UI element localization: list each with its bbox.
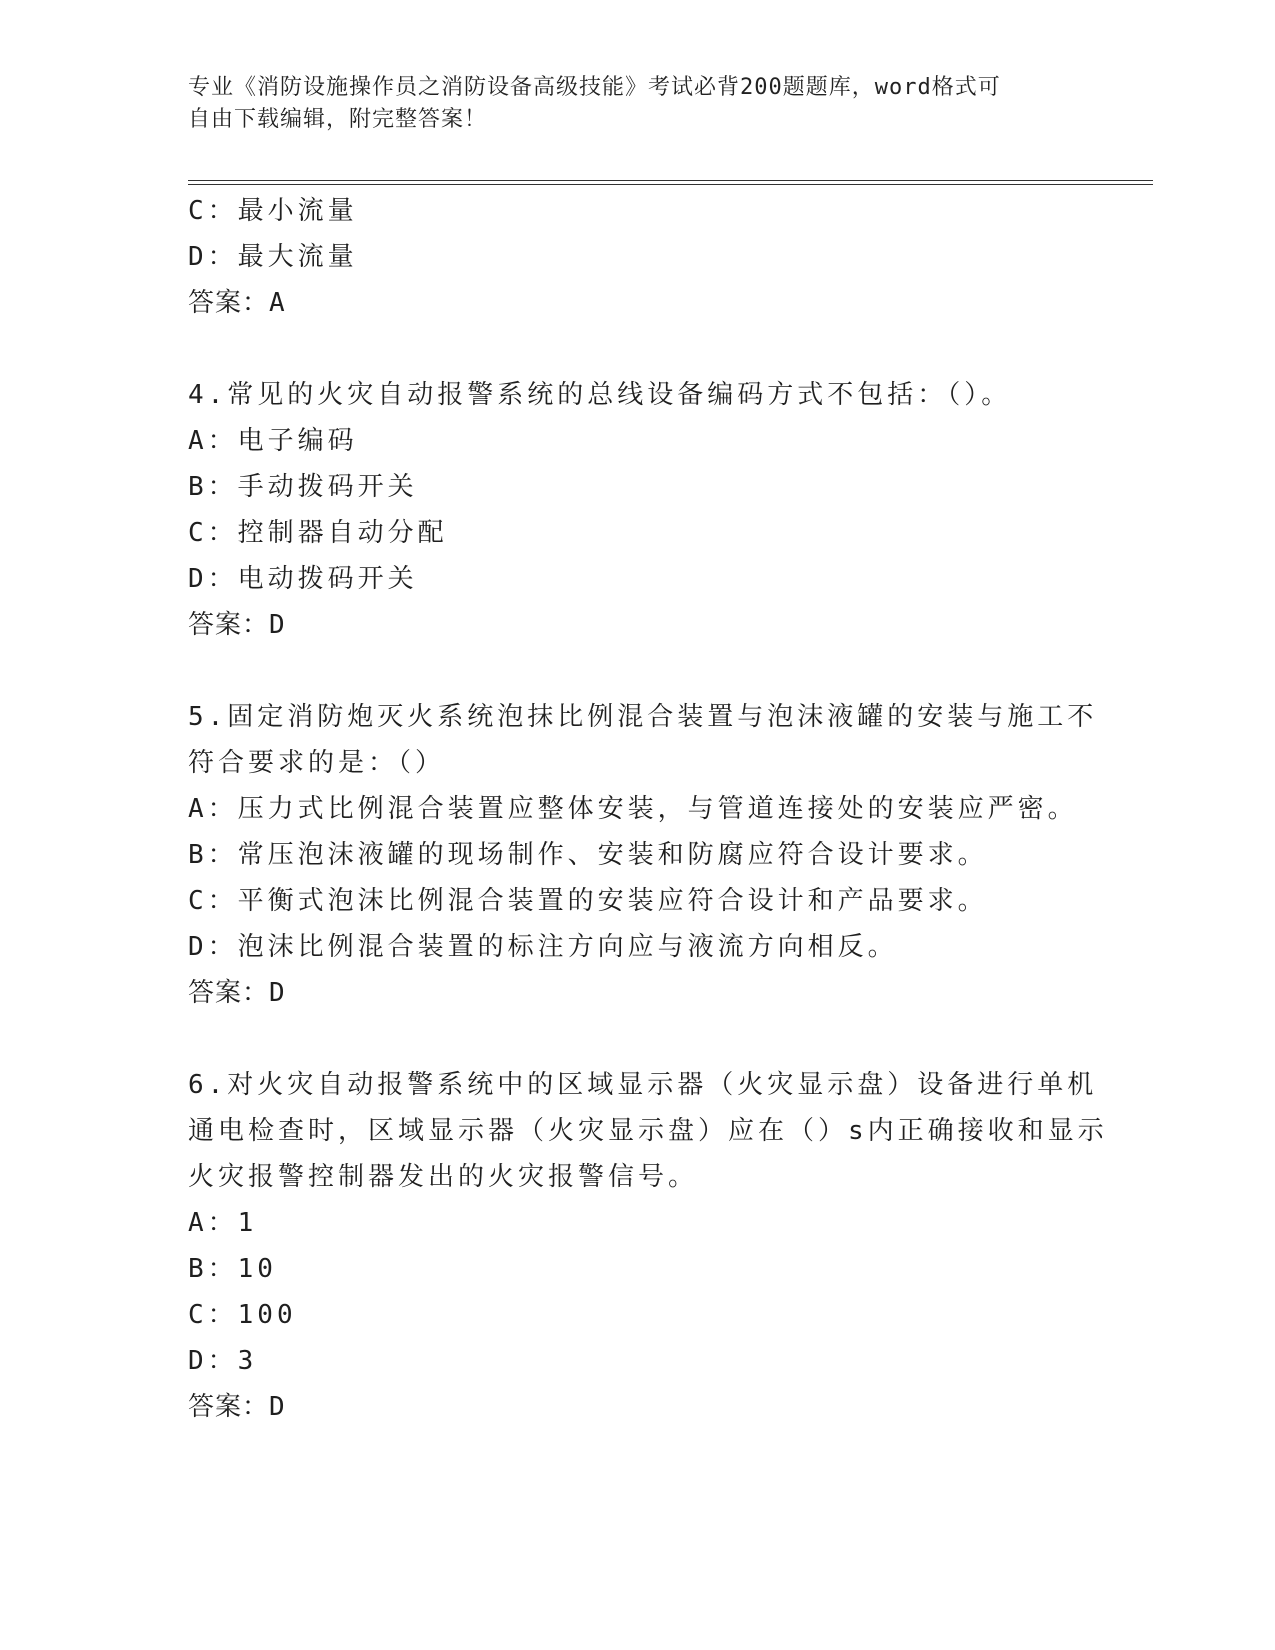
question-6 — [188, 1062, 1168, 1430]
header-divider-top — [188, 180, 1153, 181]
option-b: B：10 — [188, 1254, 277, 1284]
answer: 答案：D — [188, 610, 286, 640]
spacer — [188, 1016, 1168, 1062]
question-stem-line-1: 5.固定消防炮灭火系统泡抹比例混合装置与泡沫液罐的安装与施工不 — [188, 702, 1098, 732]
document-header — [188, 72, 1088, 136]
answer: 答案：D — [188, 978, 286, 1008]
question-stem-line-1: 6.对火灾自动报警系统中的区域显示器（火灾显示盘）设备进行单机 — [188, 1070, 1098, 1100]
option-c: C：控制器自动分配 — [188, 518, 448, 548]
option-c: C：平衡式泡沫比例混合装置的安装应符合设计和产品要求。 — [188, 886, 988, 916]
question-5 — [188, 694, 1168, 1016]
option-c: C：100 — [188, 1300, 297, 1330]
answer: 答案：A — [188, 288, 286, 318]
question-stem-line-2: 符合要求的是：（） — [188, 748, 446, 778]
answer: 答案：D — [188, 1392, 286, 1422]
header-title-line-2: 自由下载编辑，附完整答案！ — [188, 107, 488, 132]
option-d: D：电动拨码开关 — [188, 564, 418, 594]
question-stem-line-2: 通电检查时，区域显示器（火灾显示盘）应在（）s内正确接收和显示 — [188, 1116, 1108, 1146]
question-list — [188, 188, 1168, 1430]
option-b: B：手动拨码开关 — [188, 472, 418, 502]
question-stem-line-3: 火灾报警控制器发出的火灾报警信号。 — [188, 1162, 699, 1192]
option-b: B：常压泡沫液罐的现场制作、安装和防腐应符合设计要求。 — [188, 840, 988, 870]
option-a: A：1 — [188, 1208, 258, 1238]
header-title-line-1: 专业《消防设施操作员之消防设备高级技能》考试必背200题题库，word格式可 — [188, 75, 1001, 100]
option-d: D：最大流量 — [188, 242, 358, 272]
header-divider-bottom — [188, 184, 1153, 185]
question-3-tail — [188, 188, 1168, 326]
spacer — [188, 648, 1168, 694]
option-d: D：3 — [188, 1346, 258, 1376]
option-d: D：泡沫比例混合装置的标注方向应与液流方向相反。 — [188, 932, 898, 962]
question-4 — [188, 372, 1168, 648]
option-c: C：最小流量 — [188, 196, 358, 226]
option-a: A：压力式比例混合装置应整体安装，与管道连接处的安装应严密。 — [188, 794, 1078, 824]
spacer — [188, 326, 1168, 372]
question-stem: 4.常见的火灾自动报警系统的总线设备编码方式不包括：（）。 — [188, 380, 1012, 410]
option-a: A：电子编码 — [188, 426, 358, 456]
